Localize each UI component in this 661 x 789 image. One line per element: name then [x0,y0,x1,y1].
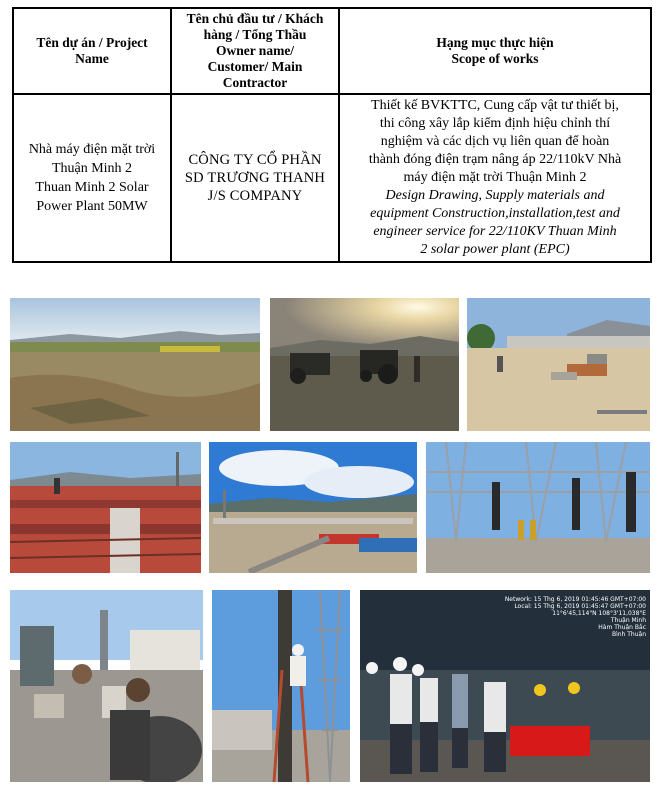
overlay-local: Local: 15 Thg 6, 2019 01:45:47 GMT+07:00 [514,603,646,610]
cell-line: thành đóng điện trạm nâng áp 22/110kV Nhà [368,152,622,167]
photo-worker-on-ladder [212,590,350,782]
cell-line: 2 solar power plant (EPC) [420,242,570,257]
header-line: Owner name/ [215,43,295,58]
scope-english [344,187,646,259]
cell-line: Power Plant 50MW [36,199,148,214]
header-line: Tên chủ đầu tư / Khách [186,11,324,26]
table-header-row [13,8,651,94]
cell-line: Thuan Minh 2 Solar [35,180,149,195]
cell-line: máy điện mặt trời Thuận Minh 2 [403,170,587,185]
cell-line: Nhà máy điện mặt trời [28,142,156,157]
header-project-name [13,8,171,94]
table-row [13,94,651,262]
cell-project-name [13,94,171,262]
cell-line: equipment Construction,installation,test and [370,206,620,221]
photo-control-cabinet-workers [10,590,203,782]
scope-vietnamese [344,97,646,187]
cell-customer [171,94,339,262]
photo-empty-site [10,298,260,431]
cell-line: SD TRƯƠNG THANH [184,170,326,186]
cell-line: Thuận Minh 2 [51,161,133,176]
overlay-place: Hàm Thuận Bắc [598,624,646,631]
photo-cable-trench [209,442,417,573]
header-line: Contractor [222,75,288,90]
photo-ceremony [360,590,650,782]
header-line: Customer/ Main [207,59,303,74]
header-line: Scope of works [451,51,539,66]
cell-line: thi công xây lắp kiểm định hiệu chỉnh thí [379,116,611,131]
photo-timestamp-overlay [505,596,646,638]
cell-scope [339,94,651,262]
overlay-coords: 11°6'45,114"N 108°3'11,038"E [552,610,646,617]
photo-substation-equipment [426,442,650,573]
overlay-place: Thuận Minh [610,617,646,624]
header-line: hàng / Tổng Thầu [203,27,307,42]
cell-line: Design Drawing, Supply materials and [385,188,605,203]
photo-site-workers [467,298,650,431]
header-customer [171,8,339,94]
cell-line: Thiết kế BVKTTC, Cung cấp vật tư thiết bị, [371,98,619,113]
project-reference-table [12,7,652,263]
header-line: Hạng mục thực hiện [436,35,554,50]
header-line: Tên dự án / Project [36,35,148,50]
overlay-network: Network: 15 Thg 6, 2019 01:45:46 GMT+07:00 [504,596,646,603]
header-scope [339,8,651,94]
photo-tractors-sunset [270,298,459,431]
cell-line: nghiệm và các dịch vụ liên quan để hoàn [380,134,610,149]
header-line: Name [75,51,109,66]
cell-line: J/S COMPANY [207,188,303,204]
cell-line: CÔNG TY CỔ PHẦN [188,152,322,168]
photo-rebar-foundation [10,442,201,573]
cell-line: engineer service for 22/110KV Thuan Minh [373,224,617,239]
overlay-place: Bình Thuận [611,631,646,638]
